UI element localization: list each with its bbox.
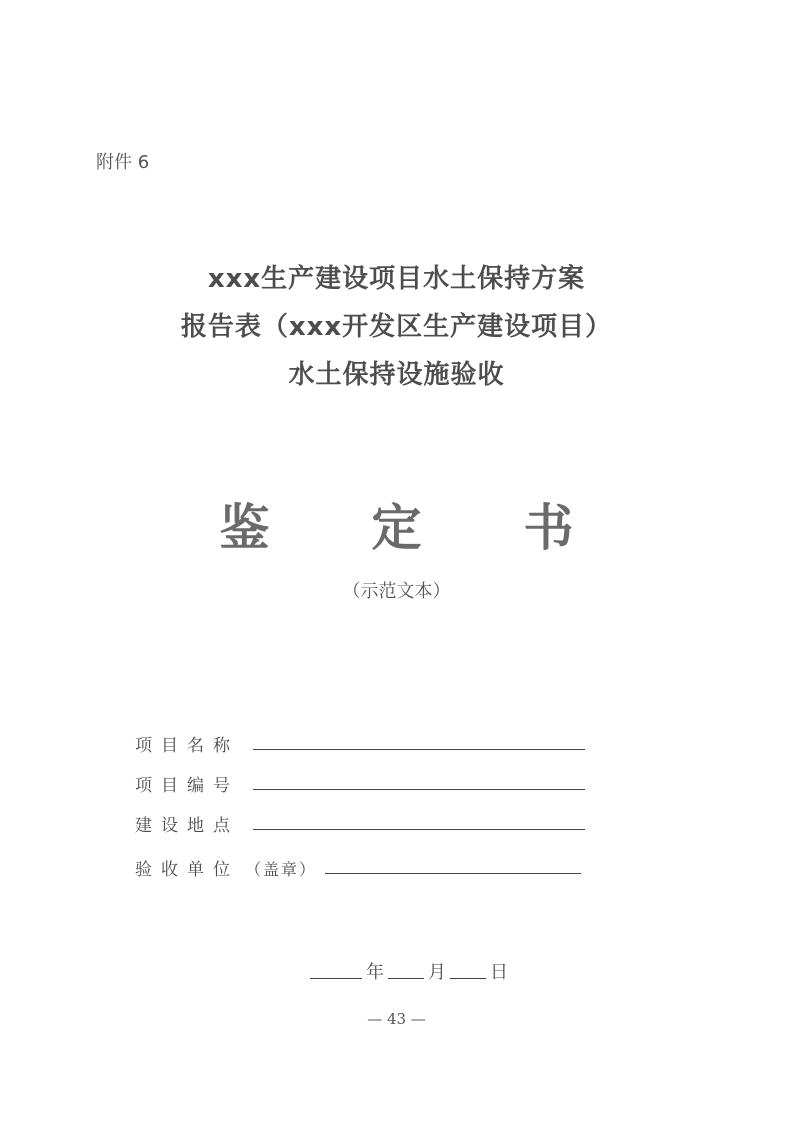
field-label: 验收单位 [135,860,239,880]
page-number: — 43 — [367,1010,426,1028]
year-label: 年 [366,962,384,983]
field-label: 项目名称 [135,736,239,756]
field-label: 建设地点 [135,816,239,836]
field-acceptance-unit [135,850,581,880]
field-input-line[interactable] [325,872,581,874]
field-construction-site [135,806,585,836]
sample-text-note: （示范文本） [342,581,451,602]
document-title-line-1: xxx生产建设项目水土保持方案 [207,264,586,294]
field-input-line[interactable] [253,788,585,790]
day-label: 日 [490,962,508,983]
month-blank[interactable] [388,977,424,979]
certificate-title: 鉴定书 [219,499,676,557]
month-label: 月 [428,962,446,983]
document-title-line-3: 水土保持设施验收 [288,360,505,390]
seal-note: （盖章） [245,860,318,879]
document-title-line-2: 报告表（xxx开发区生产建设项目） [180,312,613,342]
field-input-line[interactable] [253,828,585,830]
attachment-label: 附件 6 [96,152,150,173]
field-input-line[interactable] [253,748,585,750]
field-project-name [135,726,585,756]
field-project-number [135,766,585,796]
year-blank[interactable] [310,977,362,979]
date-row [310,958,512,984]
day-blank[interactable] [450,977,486,979]
field-label: 项目编号 [135,776,239,796]
